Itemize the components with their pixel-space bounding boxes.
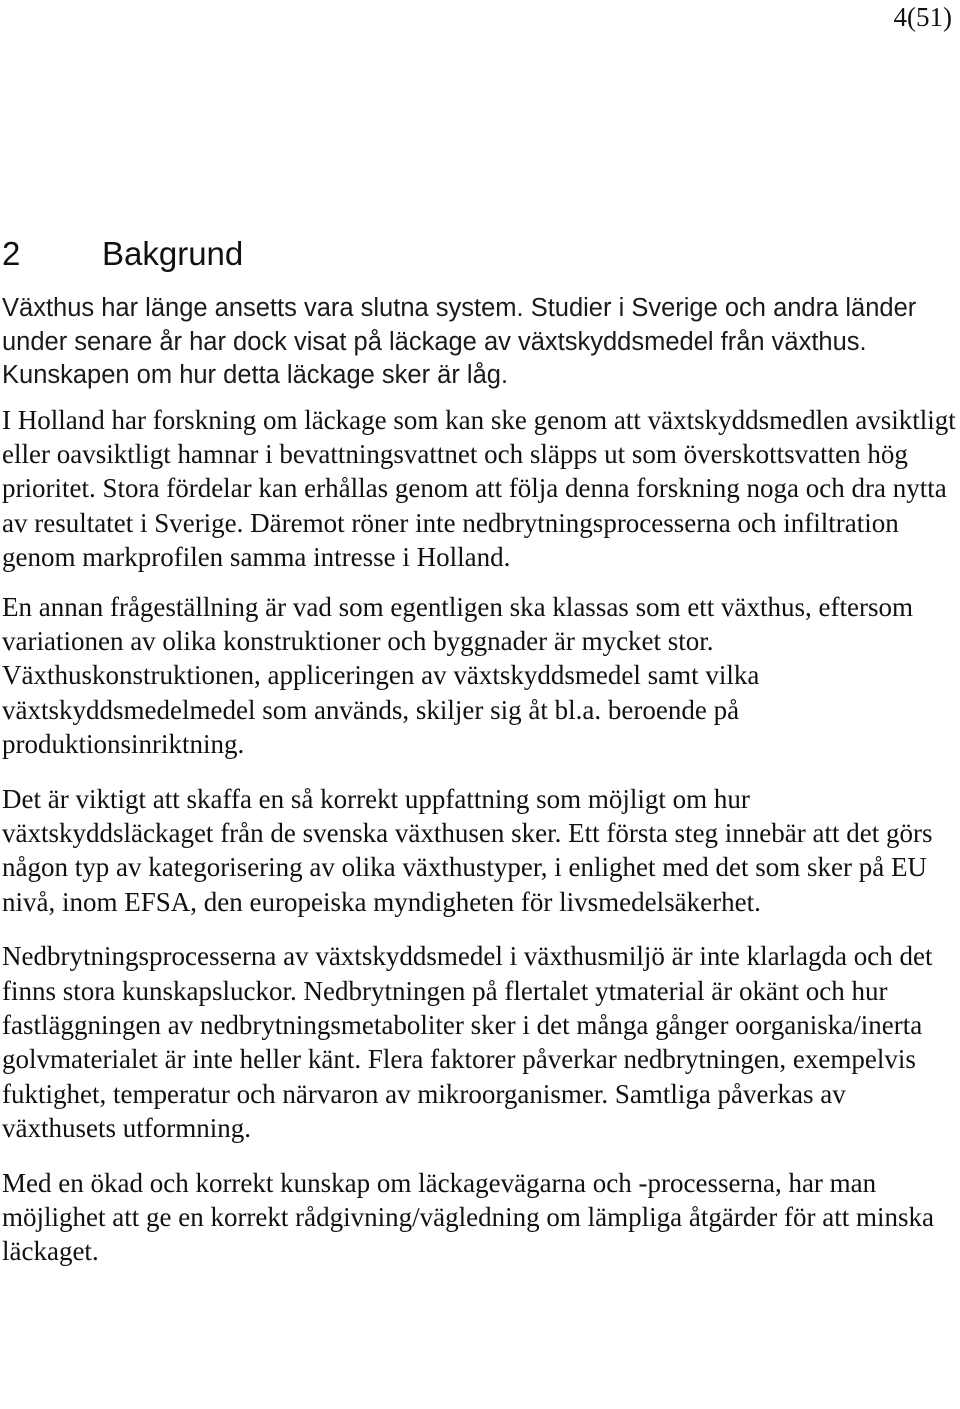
paragraph-classification: En annan frågeställning är vad som egentligen ska klassas som ett växthus, eftersom variationen av olika konstruktioner och byggnader är mycket stor. Växthuskonstruktionen, appliceringen av växtskyddsmedel samt vilka växtskyddsmedelmedel som används, skiljer sig åt bl.a. beroende på produktionsinriktning. — [2, 591, 914, 760]
paragraph-holland: I Holland har forskning om läckage som kan ske genom att växtskyddsmedlen avsiktligt eller oavsiktligt hamnar i bevattningsvattnet och släpps ut som överskottsvatten hög prioritet. Stora fördelar kan erhållas genom att följa denna forskning noga och dra nytta av resultatet i Sverige. Däremot röner inte nedbrytningsprocesserna och infiltration genom markprofilen samma intresse i Holland. — [2, 404, 956, 573]
page-number: 4(51) — [893, 2, 952, 32]
section-number: 2 — [2, 235, 21, 272]
paragraph-degradation: Nedbrytningsprocesserna av växtskyddsmedel i växthusmiljö är inte klarlagda och det finns stora kunskapsluckor. Nedbrytningen på flertalet ytmaterial är okänt och hur fastläggningen av nedbrytningsmetaboliter sker i det många gånger oorganiska/inerta golvmaterialet är inte heller känt. Flera faktorer påverkar nedbrytningen, exempelvis fuktighet, temperatur och närvaron av mikroorganismer. Samtliga påverkas av växthusets utformning. — [2, 941, 933, 1144]
section-heading — [2, 232, 958, 276]
paragraph-categorisation: Det är viktigt att skaffa en så korrekt uppfattning som möjligt om hur växtskyddsläckaget från de svenska växthusen sker. Ett första steg innebär att det görs någon typ av kategorisering av olika växthustyper, i enlighet med det som sker på EU nivå, inom EFSA, den europeiska myndigheten för livsmedelsäkerhet. — [2, 783, 933, 917]
paragraph-intro: Växthus har länge ansetts vara slutna system. Studier i Sverige och andra länder under senare år har dock visat på läckage av växtskyddsmedel från växthus. Kunskapen om hur detta läckage sker är låg. — [2, 294, 917, 389]
paragraph-conclusion: Med en ökad och korrekt kunskap om läckagevägarna och -processerna, har man möjlighet att ge en korrekt rådgivning/vägledning om lämpliga åtgärder för att minska läckaget. — [2, 1167, 934, 1267]
section-title: Bakgrund — [102, 235, 244, 272]
document-body — [2, 232, 958, 1269]
